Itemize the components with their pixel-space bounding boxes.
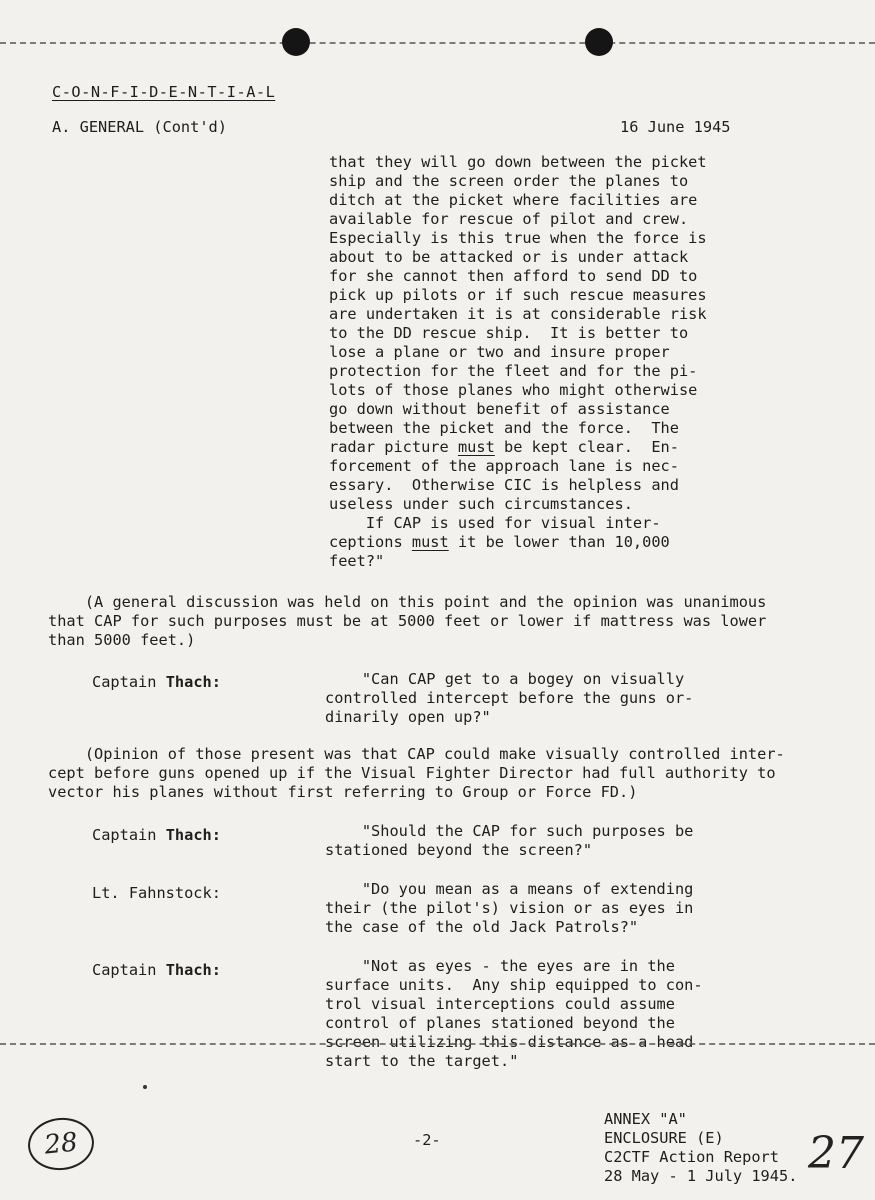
speaker-label-3: Lt. Fahnstock: <box>92 884 221 902</box>
footer-enclosure: ENCLOSURE (E) <box>604 1129 724 1147</box>
exchange-3-line: "Do you mean as a means of extending <box>325 880 694 898</box>
quote-line: ship and the screen order the planes to <box>329 172 689 190</box>
footer-annex: ANNEX "A" <box>604 1110 687 1128</box>
classification-header: C-O-N-F-I-D-E-N-T-I-A-L <box>52 83 276 101</box>
quote-line: for she cannot then afford to send DD to <box>329 267 698 285</box>
emphasis-must: must <box>457 438 495 456</box>
quote-line: ditch at the picket where facilities are <box>329 191 698 209</box>
page-number: -2- <box>413 1131 441 1149</box>
document-date: 16 June 1945 <box>620 118 731 136</box>
quote-line: about to be attacked or is under attack <box>329 248 689 266</box>
quote-line: lots of those planes who might otherwise <box>329 381 698 399</box>
top-perforation-line <box>0 42 875 44</box>
exchange-4-line: "Not as eyes - the eyes are in the <box>325 957 675 975</box>
exchange-1-line: controlled intercept before the guns or- <box>325 689 694 707</box>
discussion-2-line: vector his planes without first referring to Group or Force FD.) <box>48 783 638 801</box>
quote-line: forcement of the approach lane is nec- <box>329 457 679 475</box>
quote-line: pick up pilots or if such rescue measures <box>329 286 707 304</box>
circled-page-number: 28 <box>25 1115 96 1174</box>
quote-line: If CAP is used for visual inter- <box>329 514 661 532</box>
quote-line: useless under such circumstances. <box>329 495 633 513</box>
punch-hole-left <box>282 28 310 56</box>
quote-line: between the picket and the force. The <box>329 419 679 437</box>
speaker-label-1: Captain Thach: <box>92 673 221 691</box>
exchange-2-line: "Should the CAP for such purposes be <box>325 822 694 840</box>
exchange-4-line: surface units. Any ship equipped to con- <box>325 976 703 994</box>
quote-line: to the DD rescue ship. It is better to <box>329 324 689 342</box>
quote-line: ceptions must it be lower than 10,000 <box>329 533 670 551</box>
discussion-2-line: (Opinion of those present was that CAP could make visually controlled inter- <box>48 745 785 763</box>
exchange-2-line: stationed beyond the screen?" <box>325 841 593 859</box>
exchange-3-line: the case of the old Jack Patrols?" <box>325 918 639 936</box>
section-heading: A. GENERAL (Cont'd) <box>52 118 227 136</box>
quote-line: available for rescue of pilot and crew. <box>329 210 689 228</box>
exchange-4-line: start to the target." <box>325 1052 519 1070</box>
emphasis-must: must <box>411 533 449 551</box>
quote-line: radar picture must be kept clear. En- <box>329 438 679 456</box>
speaker-label-4: Captain Thach: <box>92 961 221 979</box>
discussion-1-line: than 5000 feet.) <box>48 631 196 649</box>
speaker-surname: Thach: <box>165 673 221 691</box>
exchange-3-line: their (the pilot's) vision or as eyes in <box>325 899 694 917</box>
speaker-surname: Thach: <box>165 961 221 979</box>
exchange-4-line: control of planes stationed beyond the <box>325 1014 675 1032</box>
quote-line: Especially is this true when the force is <box>329 229 707 247</box>
quote-line: are undertaken it is at considerable risk <box>329 305 707 323</box>
quote-line: protection for the fleet and for the pi- <box>329 362 698 380</box>
ink-speck <box>143 1085 147 1089</box>
exchange-1-line: "Can CAP get to a bogey on visually <box>325 670 685 688</box>
footer-report: C2CTF Action Report <box>604 1148 779 1166</box>
exchange-1-line: dinarily open up?" <box>325 708 491 726</box>
speaker-surname: Thach: <box>165 826 221 844</box>
discussion-1-line: that CAP for such purposes must be at 5000 feet or lower if mattress was lower <box>48 612 767 630</box>
quote-line: lose a plane or two and insure proper <box>329 343 670 361</box>
quote-line: that they will go down between the picket <box>329 153 707 171</box>
discussion-2-line: cept before guns opened up if the Visual Fighter Director had full authority to <box>48 764 776 782</box>
exchange-4-line: trol visual interceptions could assume <box>325 995 675 1013</box>
quote-line: essary. Otherwise CIC is helpless and <box>329 476 679 494</box>
quote-line: feet?" <box>329 552 385 570</box>
exchange-4-line: screen utilizing this distance as a head <box>325 1033 694 1051</box>
handwritten-number: 27 <box>808 1128 864 1179</box>
discussion-1-line: (A general discussion was held on this point and the opinion was unanimous <box>48 593 767 611</box>
speaker-label-2: Captain Thach: <box>92 826 221 844</box>
punch-hole-right <box>585 28 613 56</box>
footer-period: 28 May - 1 July 1945. <box>604 1167 798 1185</box>
quote-line: go down without benefit of assistance <box>329 400 670 418</box>
bottom-perforation-line <box>0 1043 875 1045</box>
